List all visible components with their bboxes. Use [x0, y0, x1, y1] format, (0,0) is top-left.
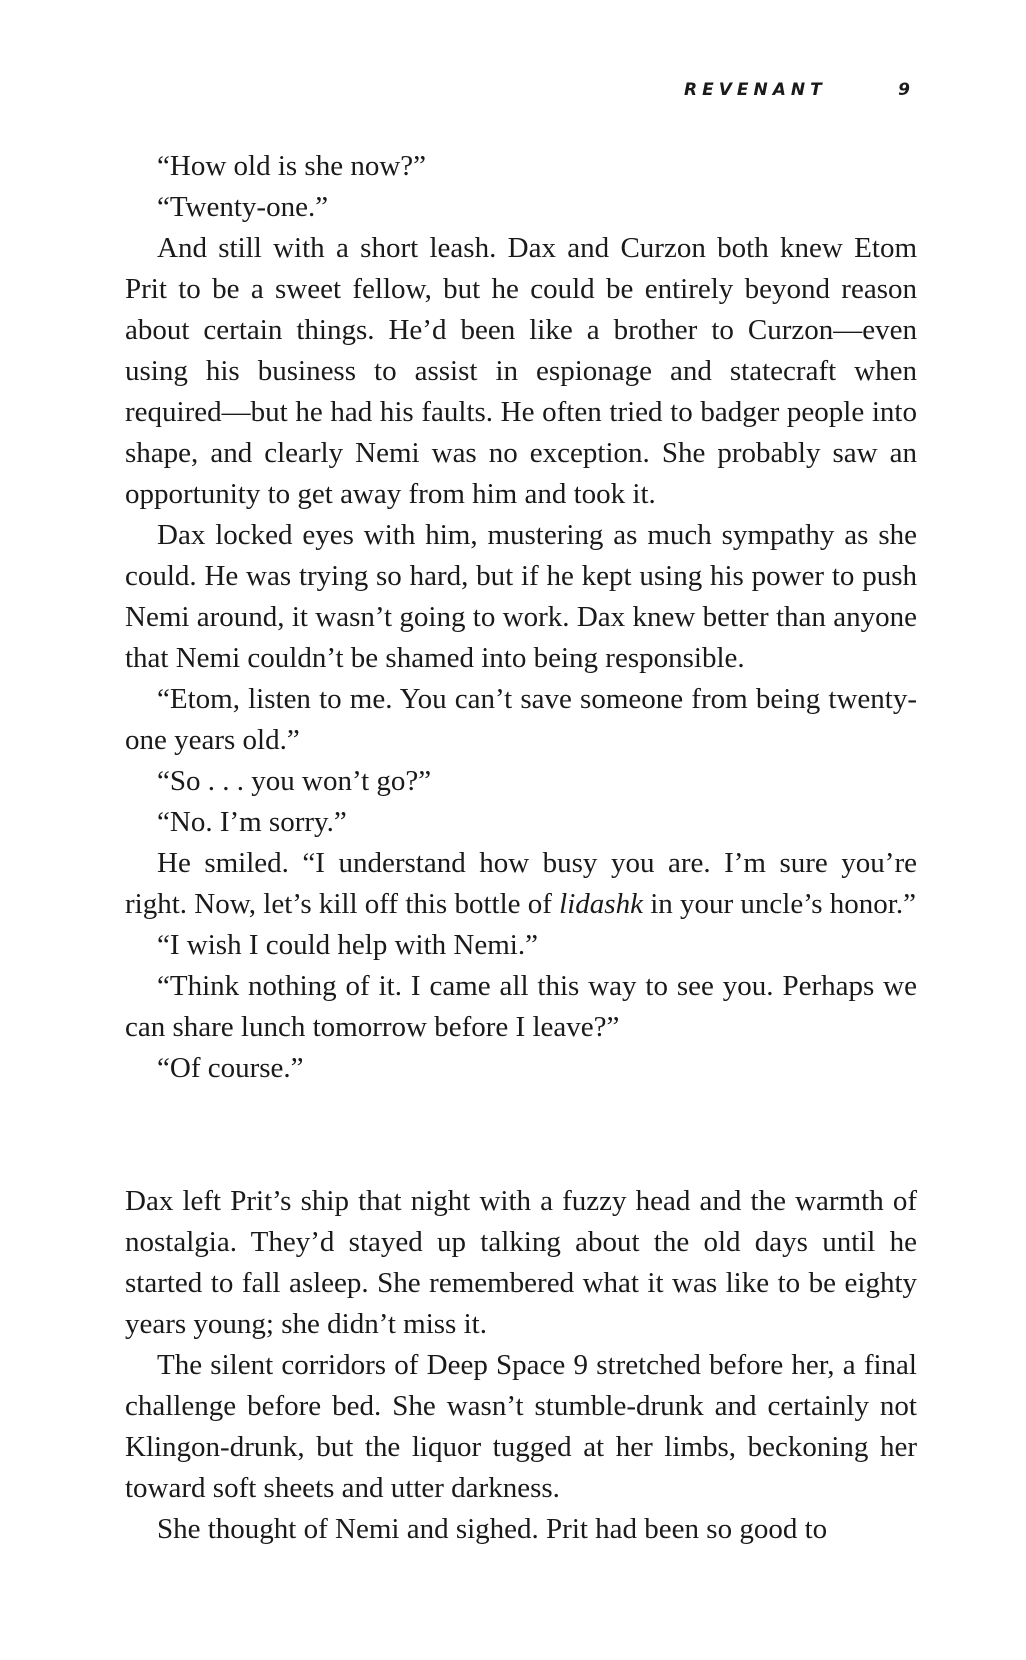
paragraph: “So . . . you won’t go?” [157, 765, 432, 797]
paragraph: “Twenty-one.” [157, 191, 329, 223]
book-title: REVENANT [684, 80, 827, 100]
paragraph: “Of course.” [157, 1052, 304, 1084]
paragraph-text: in your uncle’s honor.” [642, 888, 916, 920]
paragraph: “I wish I could help with Nemi.” [157, 929, 538, 961]
section-two [125, 1181, 917, 1550]
page-number: 9 [898, 80, 910, 100]
running-head [600, 80, 916, 108]
paragraph: “No. I’m sorry.” [157, 806, 347, 838]
paragraph: She thought of Nemi and sighed. Prit had been so good to [157, 1513, 828, 1545]
paragraph: “Etom, listen to me. You can’t save someone from being twenty-one years old.” [125, 683, 917, 756]
italic-word: lidashk [559, 888, 643, 920]
section-one [125, 146, 917, 1089]
paragraph: “How old is she now?” [157, 150, 427, 182]
paragraph: “Think nothing of it. I came all this way to see you. Perhaps we can share lunch tomorrow before I leave?” [125, 970, 917, 1043]
paragraph: The silent corridors of Deep Space 9 stretched before her, a final challenge before bed. She wasn’t stumble-drunk and certainly not Klingon-drunk, but the liquor tugged at her limbs, beckoning her toward soft sheets and utter darkness. [125, 1349, 917, 1504]
paragraph: Dax left Prit’s ship that night with a fuzzy head and the warmth of nostalgia. They’d stayed up talking about the old days until he started to fall asleep. She remembered what it was like to be eighty years young; she didn’t miss it. [125, 1185, 917, 1340]
paragraph-text: He smiled. “I understand how busy you are. I’m sure you’re right. Now, let’s kill off this bottle of [125, 847, 917, 920]
paragraph: Dax locked eyes with him, mustering as much sympathy as she could. He was trying so hard, but if he kept using his power to push Nemi around, it wasn’t going to work. Dax knew better than anyone that Nemi couldn’t be shamed into being responsible. [125, 519, 917, 674]
paragraph [125, 843, 917, 925]
paragraph: And still with a short leash. Dax and Curzon both knew Etom Prit to be a sweet fellow, but he could be entirely beyond reason about certain things. He’d been like a brother to Curzon—even using his business to assist in espionage and statecraft when required—but he had his faults. He often tried to badger people into shape, and clearly Nemi was no exception. She probably saw an opportunity to get away from him and took it. [125, 232, 917, 510]
